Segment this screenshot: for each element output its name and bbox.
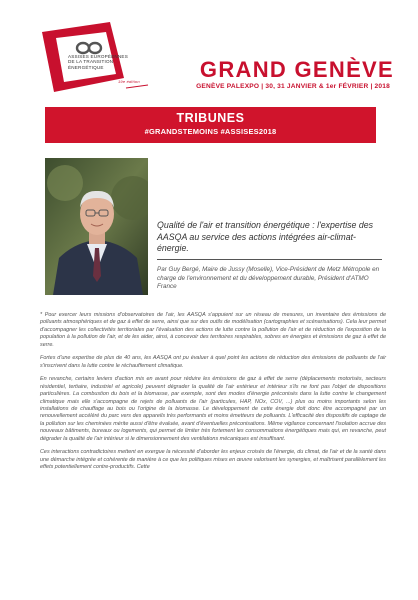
article-headline: Qualité de l'air et transition énergétique : l'expertise des AASQA au service des actions intégrées air-climat-énergie.	[157, 220, 374, 253]
logo-line-3: ÉNERGÉTIQUE	[68, 64, 104, 70]
body-paragraph-2: Fortes d'une expertise de plus de 40 ans, les AASQA ont pu évaluer à quel point les actions de réduction des émissions de polluants de l'air s'inscrivent dans la lutte contre le réchauffement climatique.	[40, 355, 386, 369]
event-subtitle: GENÈVE PALEXPO | 30, 31 JANVIER & 1er FÉVRIER | 2018	[196, 83, 390, 90]
article-body	[40, 312, 386, 478]
article-author: Par Guy Bergé, Maire de Jussy (Moselle), Vice-Président de Metz Métropole en charge de l'environnement et du développement durable, Président d'ATMO France	[157, 266, 380, 290]
logo-edition: 19e édition	[118, 79, 140, 85]
event-title: GRAND GENÈVE	[199, 57, 394, 82]
logo-wordmark	[68, 54, 140, 85]
author-portrait	[45, 158, 148, 295]
section-title: TRIBUNES	[176, 111, 245, 125]
section-hashtags: #GRANDSTEMOINS #ASSISES2018	[144, 127, 277, 136]
logo-line-2: DE LA TRANSITION	[68, 59, 114, 65]
headline-divider	[157, 259, 382, 260]
section-band	[45, 107, 376, 143]
logo-line-1: ASSISES EUROPÉENNES	[68, 54, 128, 59]
assises-logo	[40, 18, 150, 96]
portrait-image	[45, 158, 148, 295]
body-paragraph-1: * Pour exercer leurs missions d'observatoires de l'air, les AASQA s'appuient sur un réseau de mesures, un inventaire des émissions de polluants atmosphériques et de gaz à effet de serre, ainsi que sur des outils de modélisation (cartographies et scénarisations). Cela leur permet d'accompagner les collectivités territoriales par l'évaluation des actions de lutte contre la pollution de l'air et de réduction de l'exposition de la population à la pollution de l'air, et de les aider, ainsi, à concevoir des territoires respirables, sobres en énergies et émissions de gaz à effet de serre.	[40, 312, 386, 348]
body-paragraph-4: Ces interactions contradictoires mettent en exergue la nécessité d'aborder les enjeux croisés de l'énergie, du climat, de l'air et de la santé dans une démarche intégrée et cohérente de manière à ce que les politiques mises en œuvre valorisent les synergies, et maîtrisent parallèlement les effets potentiellement contre-productifs. Cette	[40, 449, 386, 471]
body-paragraph-3: En revanche, certains leviers d'action mis en avant pour réduire les émissions de gaz à effet de serre (déplacements motorisés, secteurs résidentiel, tertiaire, industriel et agricole) peuvent dégrader la qualité de l'air extérieur et intérieur s'ils ne font pas l'objet de dispositions particulières. La combustion du bois et la biomasse, par exemple, sont des modes d'énergie préconisés dans la lutte contre le changement climatique mais elle s'accompagne de rejets de polluants de l'air (particules, HAP, NOx, COV, ...) plus ou moins importants selon les installations de chauffage au bois ou l'origine de la biomasse. Le développement de cette énergie doit donc être accompagné par un renouvellement accéléré du parc vers des appareils très performants et moins émetteurs de polluants. L'efficacité des dispositifs de captage de la pollution sur les cheminées mérite aussi d'être évaluée, avant d'éventuelles préconisations. Même vigilance concernant l'isolation accrue des nouveaux bâtiments, bureaux ou logements, qui permet de limiter très fortement les consommations énergétiques mais qui, en revanche, peut dégrader la qualité de l'air intérieur si le dimensionnement des ventilations mécaniques est insuffisant.	[40, 376, 386, 442]
